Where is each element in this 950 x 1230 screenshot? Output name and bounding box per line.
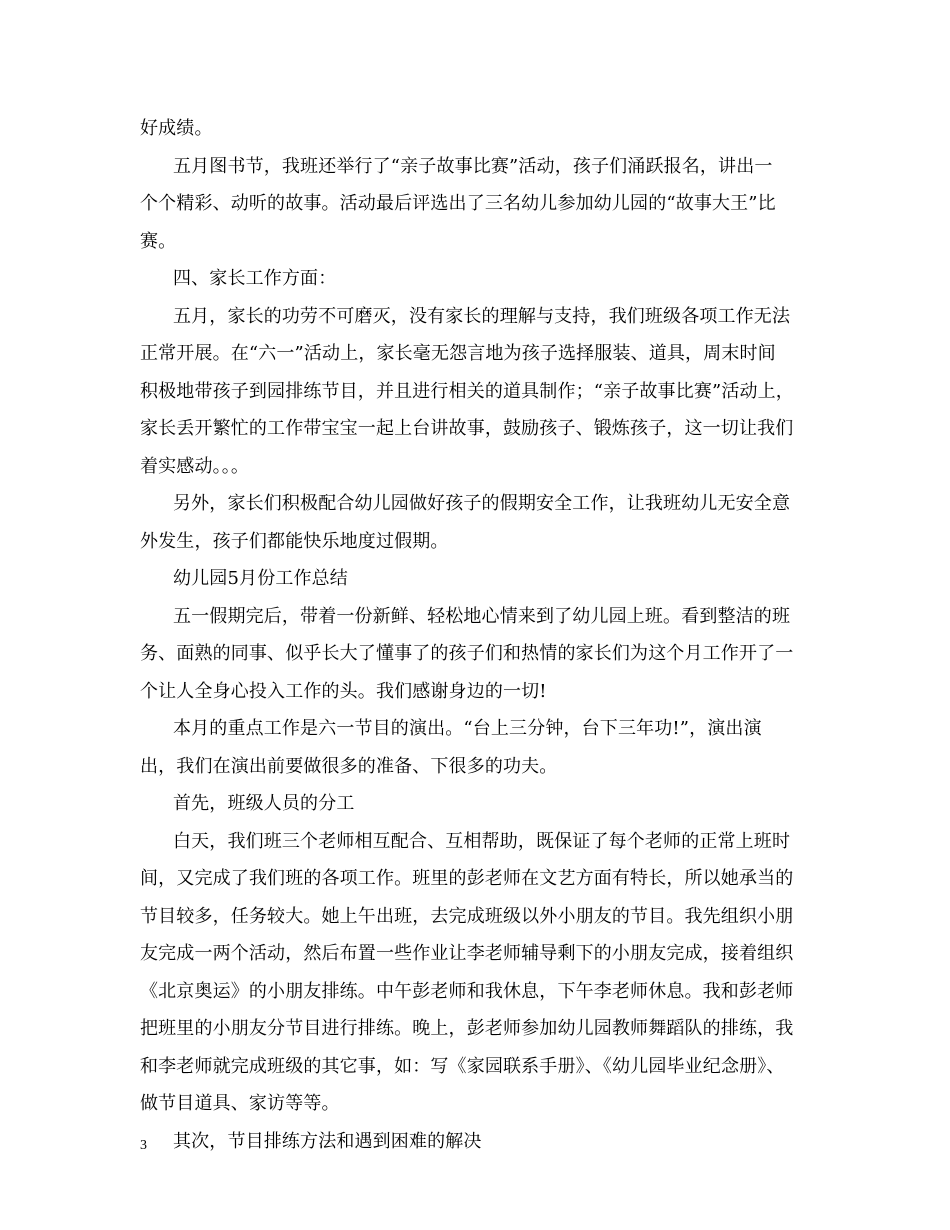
text-line: 做节目道具、家访等等。 bbox=[140, 1093, 340, 1114]
text-line: 另外，家长们积极配合幼儿园做好孩子的假期安全工作，让我班幼儿无安全意 bbox=[173, 493, 791, 514]
text-line: 赛。 bbox=[140, 230, 177, 252]
body-text bbox=[140, 110, 818, 1160]
text-line: 正常开展。在“六一”活动上，家长毫无怨言地为孩子选择服装、道具，周末时间 bbox=[140, 343, 776, 364]
text-line: 首先，班级人员的分工 bbox=[173, 793, 355, 814]
text-line: 个让人全身心投入工作的头。我们感谢身边的一切! bbox=[140, 680, 547, 702]
text-line: 外发生，孩子们都能快乐地度过假期。 bbox=[140, 530, 449, 552]
text-line: 幼儿园5月份工作总结 bbox=[173, 568, 348, 589]
text-line: 友完成一两个活动，然后布置一些作业让李老师辅导剩下的小朋友完成，接着组织 bbox=[140, 943, 794, 964]
text-line: 家长丢开繁忙的工作带宝宝一起上台讲故事，鼓励孩子、锻炼孩子，这一切让我们 bbox=[140, 418, 794, 439]
text-line: 好成绩。 bbox=[140, 118, 213, 139]
text-line: 节目较多，任务较大。她上午出班，去完成班级以外小朋友的节目。我先组织小朋 bbox=[140, 905, 794, 927]
text-line: 着实感动。。。 bbox=[140, 455, 250, 477]
text-line: 其次，节目排练方法和遇到困难的解决 bbox=[173, 1130, 482, 1152]
page-number: 3 bbox=[140, 1138, 147, 1153]
text-line: 五月，家长的功劳不可磨灭，没有家长的理解与支持，我们班级各项工作无法 bbox=[173, 305, 791, 327]
text-line: 务、面熟的同事、似乎长大了懂事了的孩子们和热情的家长们为这个月工作开了一 bbox=[140, 643, 794, 664]
text-line: 出，我们在演出前要做很多的准备、下很多的功夫。 bbox=[140, 755, 558, 777]
text-line: 五一假期完后，带着一份新鲜、轻松地心情来到了幼儿园上班。看到整洁的班 bbox=[173, 605, 791, 627]
text-line: 四、家长工作方面： bbox=[173, 268, 337, 289]
text-line: 本月的重点工作是六一节目的演出。“台上三分钟，台下三年功!”，演出演 bbox=[173, 718, 762, 739]
text-line: 间，又完成了我们班的各项工作。班里的彭老师在文艺方面有特长，所以她承当的 bbox=[140, 868, 794, 889]
text-line: 把班里的小朋友分节目进行排练。晚上，彭老师参加幼儿园教师舞蹈队的排练，我 bbox=[140, 1018, 794, 1039]
text-line: 个个精彩、动听的故事。活动最后评选出了三名幼儿参加幼儿园的“故事大王”比 bbox=[140, 193, 776, 214]
text-line: 白天，我们班三个老师相互配合、互相帮助，既保证了每个老师的正常上班时 bbox=[173, 830, 791, 852]
text-line: 五月图书节，我班还举行了“亲子故事比赛”活动，孩子们涌跃报名，讲出一 bbox=[173, 155, 773, 177]
text-line: 和李老师就完成班级的其它事，如：写《家园联系手册》、《幼儿园毕业纪念册》、 bbox=[140, 1055, 785, 1077]
text-line: 积极地带孩子到园排练节目，并且进行相关的道具制作；“亲子故事比赛”活动上， bbox=[140, 380, 794, 402]
text-line: 《北京奥运》的小朋友排练。中午彭老师和我休息，下午李老师休息。我和彭老师 bbox=[140, 980, 794, 1002]
